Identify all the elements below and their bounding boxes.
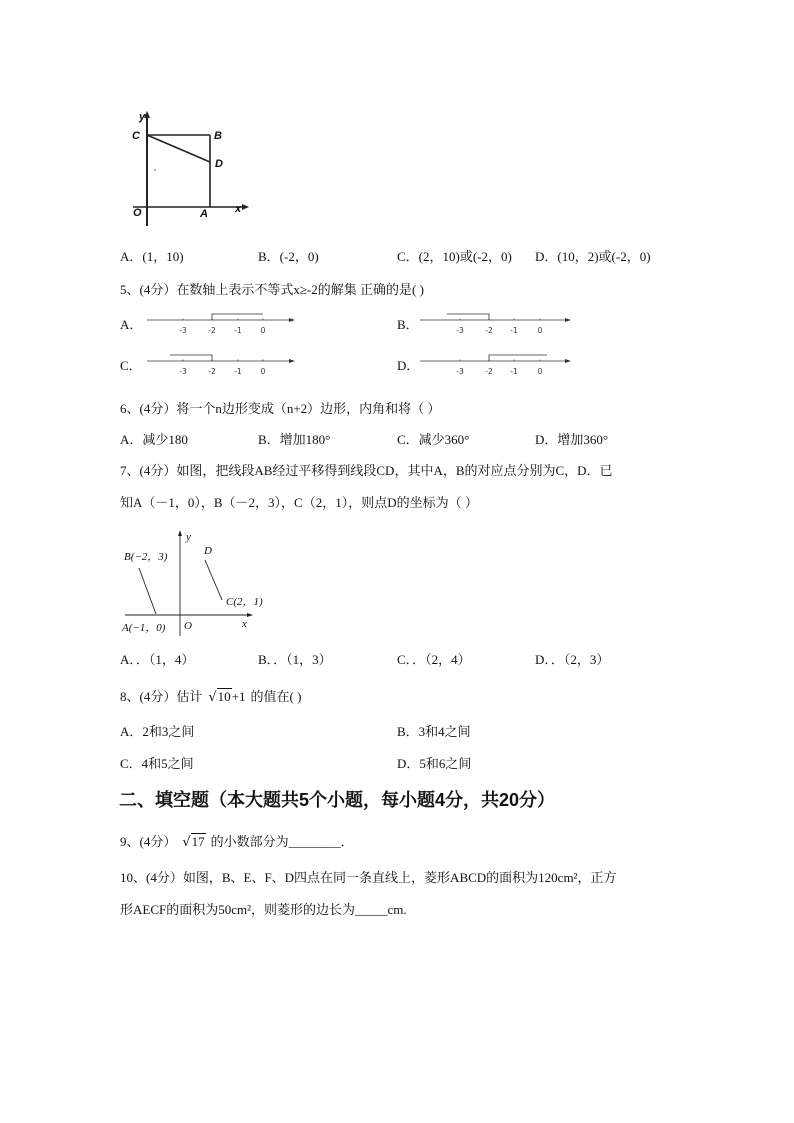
q8-option-d: D．5和6之间 [397, 756, 472, 771]
label-a: A(−1，0) [122, 622, 166, 634]
tick-label-0: 0 [537, 326, 543, 335]
label-d: D [215, 158, 223, 170]
tick-label-m2: -2 [485, 326, 493, 335]
q4-option-d: D．(10，2)或(-2，0) [535, 249, 651, 264]
question-8-prefix: 8、(4分）估计 [120, 689, 203, 704]
q5-option-a-label: A． [120, 317, 143, 332]
number-line-b [415, 305, 580, 337]
tick-label-m1: -1 [510, 367, 518, 376]
q4-option-c: C．(2，10)或(-2，0) [397, 249, 512, 264]
label-c: C(2，1) [226, 596, 263, 608]
question-5-stem: 5、(4分）在数轴上表示不等式x≥-2的解集 正确的是( ) [120, 282, 424, 297]
question-4-figure [128, 108, 253, 230]
solution-bracket [447, 314, 489, 320]
question-8-stem [120, 689, 301, 706]
tick-label-m3: -3 [456, 367, 464, 376]
label-x: x [242, 618, 247, 630]
label-y: y [139, 111, 146, 123]
question-10-line-2: 形AECF的面积为50cm²，则菱形的边长为_____cm. [120, 902, 407, 917]
tick-label-m2: -2 [485, 367, 493, 376]
tick-label-m3: -3 [456, 326, 464, 335]
q8-option-a: A．2和3之间 [120, 724, 195, 739]
segment-cd [147, 135, 210, 162]
label-x: x [235, 203, 242, 215]
label-b: B(−2，3) [124, 551, 168, 563]
label-y: y [186, 531, 191, 543]
axis-arrow [289, 359, 295, 363]
q8-option-b: B．3和4之间 [397, 724, 471, 739]
x-axis-arrow [242, 204, 249, 210]
q4-option-b: B．(-2，0) [258, 249, 319, 264]
question-7-figure [118, 528, 278, 640]
question-9-stem [120, 834, 354, 851]
tick-label-m2: -2 [208, 367, 216, 376]
radical-sign: √ [208, 690, 217, 705]
tick-label-0: 0 [260, 367, 266, 376]
q7-option-d: D．．（2，3） [535, 652, 610, 667]
y-axis-arrow [178, 530, 182, 536]
solution-bracket [489, 355, 547, 361]
q6-option-d: D．增加360° [535, 432, 609, 447]
label-o: O [133, 207, 142, 219]
q6-option-b: B．增加180° [258, 432, 331, 447]
question-7-stem-line-2: 知A（－1，0），B（－2，3），C（2，1），则点D的坐标为（ ） [120, 495, 478, 510]
tick-label-m1: -1 [510, 326, 518, 335]
question-6-stem: 6、(4分）将一个n边形变成（n+2）边形，内角和将（ ） [120, 401, 441, 416]
x-axis-arrow [247, 613, 253, 617]
solution-bracket [212, 314, 263, 320]
q8-option-c: C．4和5之间 [120, 756, 194, 771]
solution-bracket [170, 355, 212, 361]
number-line-c [140, 346, 300, 378]
label-d: D [204, 545, 212, 557]
q5-option-b-label: B． [397, 317, 419, 332]
tick-label-0: 0 [537, 367, 543, 376]
q7-option-b: B．．（1，3） [258, 652, 332, 667]
section-2-heading: 二、填空题（本大题共5个小题，每小题4分，共20分） [119, 790, 556, 810]
tick-label-m3: -3 [179, 326, 187, 335]
tick-label-m3: -3 [179, 367, 187, 376]
axis-arrow [289, 318, 295, 322]
question-7-stem-line-1: 7、(4分）如图，把线段AB经过平移得到线段CD，其中A，B的对应点分别为C，D．已 [120, 463, 613, 478]
question-9-prefix: 9、(4分） [120, 834, 177, 849]
axis-arrow [565, 318, 571, 322]
q5-option-c-label: C． [120, 358, 142, 373]
radicand: 10 [217, 689, 231, 704]
tick-label-m1: -1 [234, 367, 242, 376]
q5-option-d-label: D． [397, 358, 420, 373]
radical-sign: √ [182, 835, 191, 850]
tick-label-m2: -2 [208, 326, 216, 335]
q6-option-a: A．减少180 [120, 432, 188, 447]
radicand: 17 [191, 834, 205, 849]
segment-ab [139, 568, 156, 614]
segment-dc [205, 560, 222, 600]
number-line-d [415, 346, 580, 378]
number-line-a [140, 305, 300, 337]
label-o: O [184, 620, 192, 632]
label-a: A [200, 208, 208, 220]
tick-label-0: 0 [260, 326, 266, 335]
question-8-suffix: 的值在( ) [250, 689, 302, 704]
axis-arrow [565, 359, 571, 363]
question-8-plus-one: +1 [231, 689, 246, 704]
label-c: C [132, 130, 140, 142]
q7-option-a: A．．（1，4） [120, 652, 195, 667]
question-9-suffix: 的小数部分为________． [210, 834, 354, 849]
stray-dot [154, 169, 155, 170]
tick-label-m1: -1 [234, 326, 242, 335]
question-10-line-1: 10、(4分）如图，B、E、F、D四点在同一条直线上，菱形ABCD的面积为120cm²，正方 [120, 870, 617, 885]
q4-option-a: A．(1，10) [120, 249, 184, 264]
q7-option-c: C．．（2，4） [397, 652, 471, 667]
label-b: B [214, 130, 222, 142]
q6-option-c: C．减少360° [397, 432, 470, 447]
